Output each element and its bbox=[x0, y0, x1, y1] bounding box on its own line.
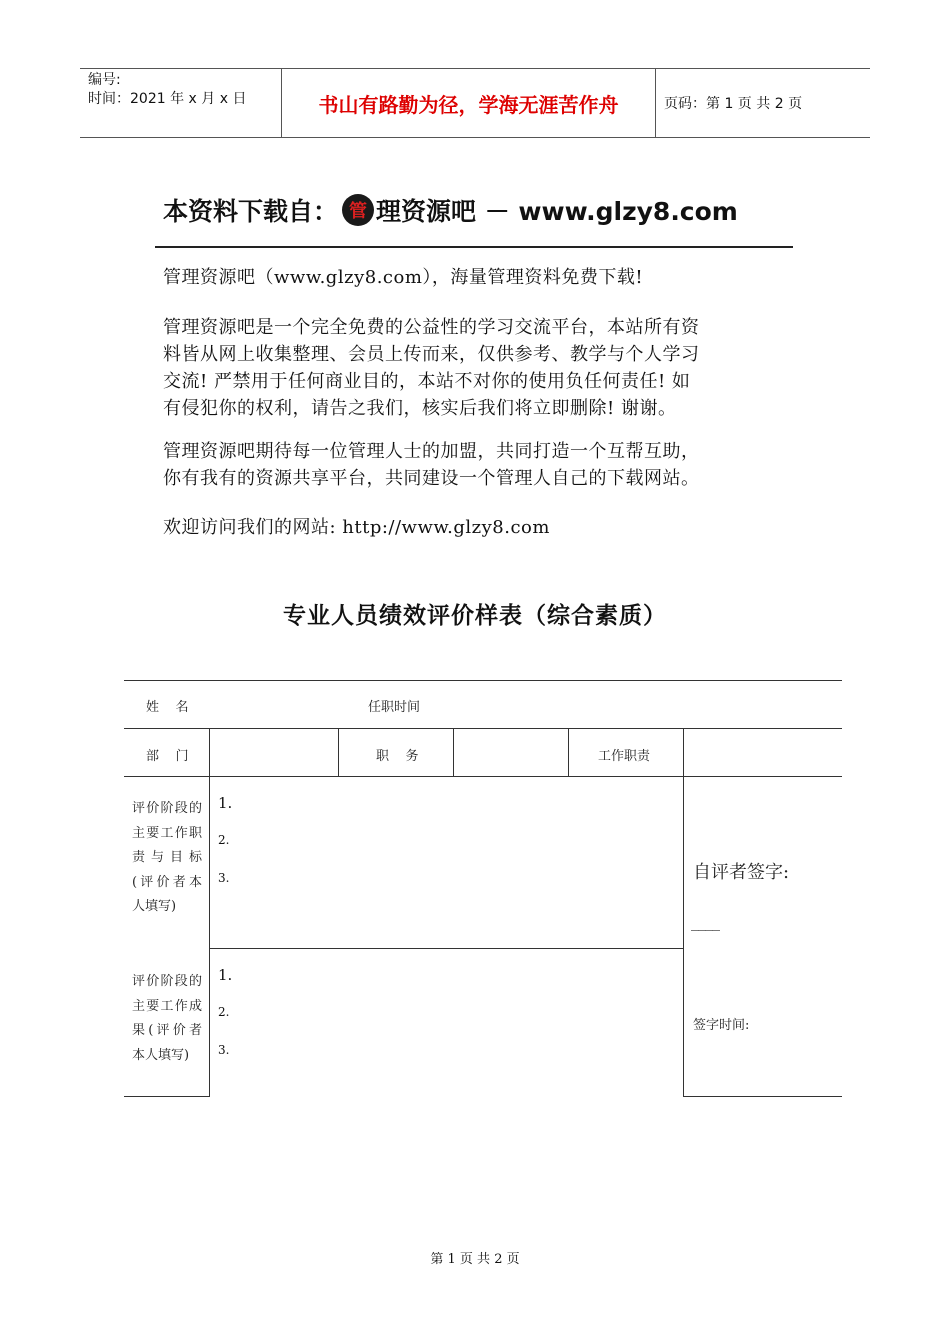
goals-item: 1. bbox=[218, 794, 233, 812]
table-rule bbox=[124, 680, 842, 681]
signature-line: ____ bbox=[691, 912, 719, 931]
header-page-code: 页码：第 1 页 共 2 页 bbox=[664, 96, 803, 112]
ad-invitation bbox=[163, 438, 803, 492]
self-signature-label: 自评者签字: bbox=[693, 862, 790, 883]
banner-title bbox=[163, 192, 738, 228]
table-rule bbox=[124, 1096, 210, 1097]
goals-item: 3. bbox=[218, 871, 230, 885]
ad-visit-line: 欢迎访问我们的网站: http://www.glzy8.com bbox=[163, 517, 550, 538]
evaluation-form bbox=[124, 680, 842, 1097]
name-label: 姓 名 bbox=[146, 700, 189, 715]
table-rule bbox=[209, 948, 683, 949]
table-rule bbox=[124, 776, 842, 777]
ad-intro-line: 管理资源吧（www.glzy8.com），海量管理资料免费下载! bbox=[163, 267, 644, 288]
results-label: 评价阶段的主要工作成果(评价者本人填写) bbox=[132, 974, 202, 1063]
ad-invitation-line: 你有我有的资源共享平台，共同建设一个管理人自己的下载网站。 bbox=[163, 468, 700, 489]
ad-disclaimer-line: 管理资源吧是一个完全免费的公益性的学习交流平台，本站所有资 bbox=[163, 317, 700, 338]
table-rule bbox=[453, 728, 454, 776]
ad-disclaimer-line: 有侵犯你的权利，请告之我们，核实后我们将立即删除! 谢谢。 bbox=[163, 398, 677, 419]
results-item: 3. bbox=[218, 1043, 230, 1057]
header-motto: 书山有路勤为径，学海无涯苦作舟 bbox=[281, 69, 656, 137]
ad-intro bbox=[163, 264, 803, 291]
department-label: 部 门 bbox=[146, 749, 189, 764]
form-title: 专业人员绩效评价样表（综合素质） bbox=[283, 602, 667, 629]
ad-disclaimer-line: 料皆从网上收集整理、会员上传而来，仅供参考、教学与个人学习 bbox=[163, 344, 700, 365]
banner-title-suffix: 理资源吧 － www.glzy8.com bbox=[376, 197, 738, 226]
document-date: 时间：2021 年 x 月 x 日 bbox=[88, 91, 247, 107]
ad-invitation-line: 管理资源吧期待每一位管理人士的加盟，共同打造一个互帮互助， bbox=[163, 441, 700, 462]
ad-disclaimer-line: 交流! 严禁用于任何商业目的，本站不对你的使用负任何责任! 如 bbox=[163, 371, 691, 392]
results-item: 2. bbox=[218, 1005, 230, 1019]
site-logo-icon: 管 bbox=[342, 194, 374, 226]
sign-time-label: 签字时间: bbox=[693, 1018, 750, 1033]
table-rule bbox=[568, 728, 569, 776]
position-label: 职 务 bbox=[376, 749, 419, 764]
table-rule bbox=[683, 728, 684, 1097]
ad-visit bbox=[163, 514, 803, 541]
table-rule bbox=[124, 728, 842, 729]
document-number-label: 编号: bbox=[88, 72, 121, 88]
tenure-label: 任职时间 bbox=[368, 700, 421, 715]
ad-disclaimer bbox=[163, 314, 803, 422]
goals-item: 2. bbox=[218, 833, 230, 847]
header-meta bbox=[80, 69, 288, 139]
banner-title-prefix: 本资料下载自： bbox=[163, 197, 339, 226]
table-rule bbox=[683, 1096, 842, 1097]
table-rule bbox=[338, 728, 339, 776]
goals-label: 评价阶段的主要工作职责与目标(评价者本人填写) bbox=[132, 801, 202, 914]
duty-label: 工作职责 bbox=[598, 749, 651, 764]
results-item: 1. bbox=[218, 966, 233, 984]
page-header bbox=[80, 68, 870, 138]
page-footer: 第 1 页 共 2 页 bbox=[430, 1252, 520, 1267]
banner-divider bbox=[155, 246, 793, 248]
table-rule bbox=[209, 728, 210, 1097]
